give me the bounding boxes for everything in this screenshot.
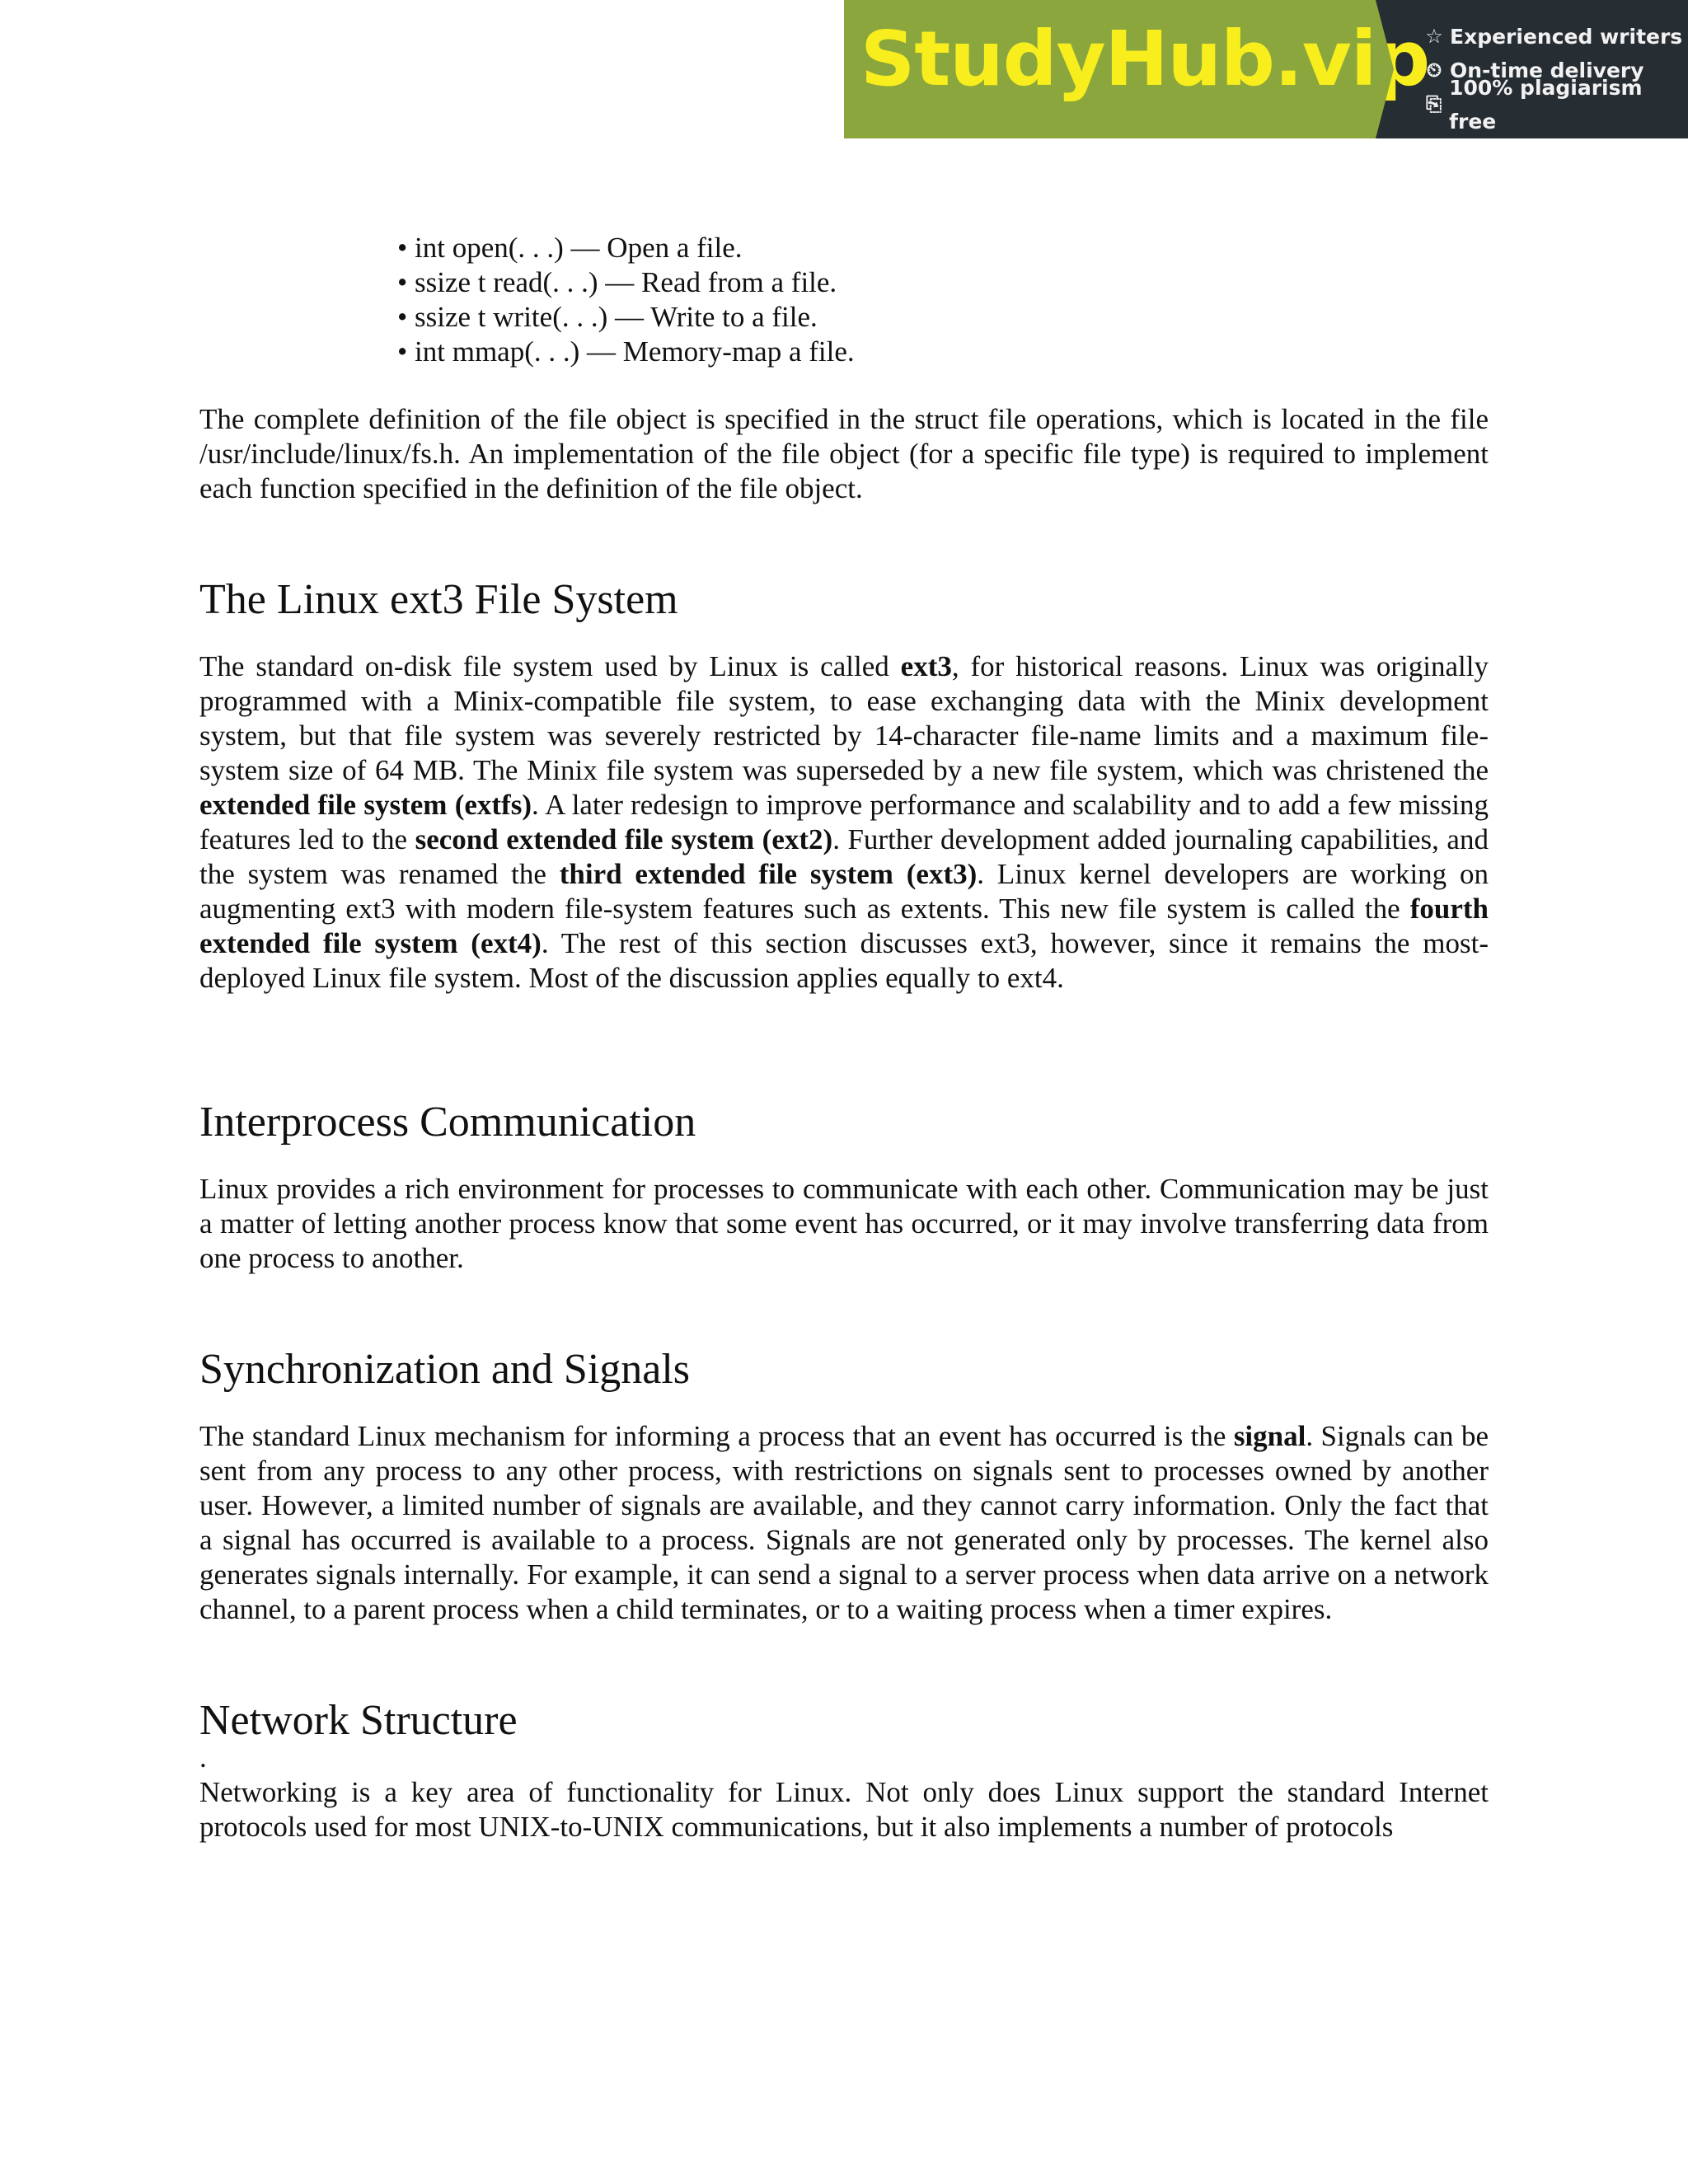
bold-term: signal	[1233, 1420, 1306, 1452]
file-object-paragraph: The complete definition of the file object is specified in the struct file operations, which is located in the file /usr/include/linux/fs.h. An implementation of the file object (for a specific file type) is required to implement each function specified in the definition of the file object.	[199, 403, 1489, 504]
heading-sync-signals: Synchronization and Signals	[199, 1346, 691, 1393]
studyhub-logo[interactable]	[844, 0, 1430, 138]
feature-label: 100% plagiarism free	[1449, 75, 1643, 134]
list-item: • ssize t write(. . .) — Write to a file.	[397, 300, 1489, 335]
bold-term: third extended file system (ext3)	[559, 858, 978, 890]
network-paragraph: Networking is a key area of functionality for Linux. Not only does Linux support the standard Internet protocols used for most UNIX-to-UNIX communications, but it also implements a number of protocols	[199, 1776, 1489, 1843]
studyhub-banner[interactable]	[844, 0, 1688, 138]
feature-experienced-writers	[1423, 20, 1688, 54]
feature-label: Experienced writers	[1450, 25, 1683, 49]
heading-ext3: The Linux ext3 File System	[199, 576, 678, 623]
list-item: • int open(. . .) — Open a file.	[397, 231, 1489, 265]
text-run: . A later redesign to improve performance and scalability and to add a few missing features led to the	[199, 789, 1489, 855]
copy-icon: ⎘	[1425, 92, 1442, 115]
feature-label: On-time delivery	[1450, 59, 1644, 82]
text-run: The standard on-disk file system used by Linux is called	[199, 650, 901, 682]
sync-paragraph	[199, 1419, 1489, 1627]
text-run: , for historical reasons. Linux was originally programmed with a Minix-compatible file system, to ease exchanging data with the Minix development system, but that file system was severely restricted by 14-character file-name limits and a maximum file-system size of 64 MB. The Minix file system was superseded by a new file system, which was christened the	[199, 650, 1489, 786]
bold-term: second extended file system (ext2)	[415, 823, 833, 855]
list-item: • int mmap(. . .) — Memory-map a file.	[397, 335, 1489, 369]
file-operations-list	[199, 231, 1489, 369]
text-run: . Further development added journaling capabilities, and the system was renamed the	[199, 823, 1489, 890]
bold-term: extended file system (extfs)	[199, 789, 532, 821]
text-run: . Signals can be sent from any process to any other process, with restrictions on signals sent to processes owned by another user. However, a limited number of signals are available, and they cannot carry information. Only the fact that a signal has occurred is available to a process. Signals are not generated only by processes. The kernel also generates signals internally. For example, it can send a signal to a server process when data arrive on a network channel, to a parent process when a child terminates, or to a waiting process when a timer expires.	[199, 1420, 1489, 1625]
text-run: The standard Linux mechanism for informing a process that an event has occurred is the	[199, 1420, 1234, 1452]
brand-name: StudyHub.vip	[860, 15, 1430, 103]
heading-network-structure: Network Structure	[199, 1697, 518, 1744]
star-icon: ☆	[1425, 25, 1443, 48]
stray-dot: .	[199, 1741, 207, 1774]
ext3-paragraph	[199, 649, 1489, 996]
ipc-paragraph: Linux provides a rich environment for processes to communicate with each other. Communication may be just a matter of letting another process know that some event has occurred, or it may involve transferring data from one process to another.	[199, 1173, 1489, 1274]
heading-ipc: Interprocess Communication	[199, 1099, 696, 1146]
banner-chevron	[1376, 0, 1394, 138]
text-run: . Linux kernel developers are working on augmenting ext3 with modern file-system features such as extents. This new file system is called the	[199, 858, 1489, 925]
bold-term: ext3	[900, 650, 952, 682]
feature-plagiarism-free	[1423, 75, 1688, 134]
clock-icon: ⏲	[1426, 59, 1442, 82]
text-run: . The rest of this section discusses ext3, however, since it remains the most-deployed Linux file system. Most of the discussion applies equally to ext4.	[199, 927, 1489, 994]
bold-term: fourth extended file system (ext4)	[199, 893, 1489, 959]
document-body	[199, 231, 1489, 1844]
list-item: • ssize t read(. . .) — Read from a file.	[397, 265, 1489, 300]
